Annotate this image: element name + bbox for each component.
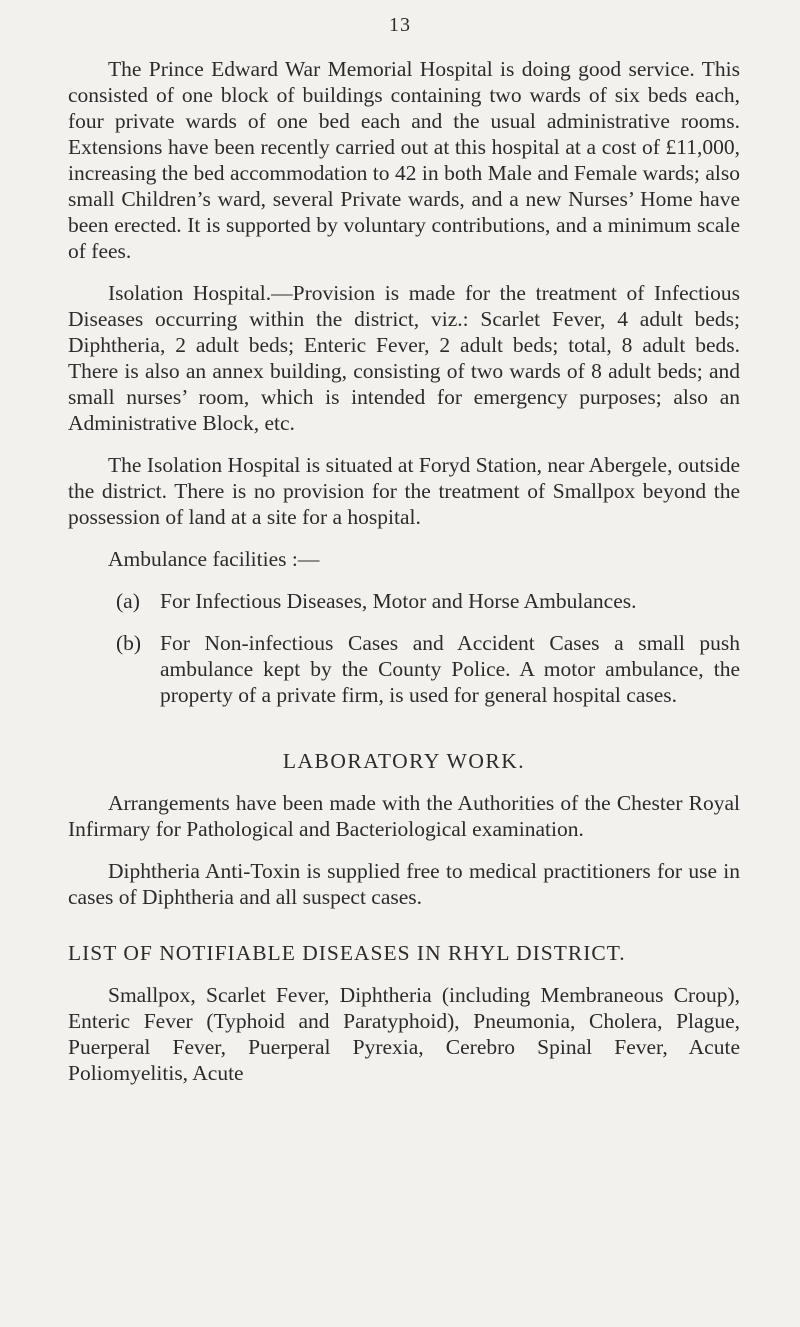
paragraph-isolation-hospital: Isolation Hospital.—Provision is made for the treatment of Infectious Diseases occurring within the district, viz.: Scarlet Fever, 4 adult beds; Diphtheria, 2 adult beds; Enteric Fever, 2 adult beds; total, 8 adult beds. There is also an annex building, consisting of two wards of 8 adult beds; and small nurses’ room, which is intended for emergency purposes; also an Administrative Block, etc. xyxy=(68,281,740,435)
ambulance-item-a xyxy=(68,588,740,614)
paragraph-ambulance-intro: Ambulance facilities :— xyxy=(108,547,320,571)
list-marker: (b) xyxy=(116,631,142,655)
section-heading-notifiable-diseases: LIST OF NOTIFIABLE DISEASES IN RHYL DISTRICT. xyxy=(68,941,626,965)
section-heading-laboratory: LABORATORY WORK. xyxy=(282,749,526,773)
page-body xyxy=(68,56,740,1086)
page-number: 13 xyxy=(389,14,411,36)
paragraph-antitoxin: Diphtheria Anti-Toxin is supplied free to medical practitioners for use in cases of Diphtheria and all suspect cases. xyxy=(68,859,740,909)
list-marker: (a) xyxy=(116,589,140,613)
list-text: For Non-infectious Cases and Accident Cases a small push ambulance kept by the County Police. A motor ambulance, the property of a private firm, is used for general hospital cases. xyxy=(160,631,740,707)
list-text: For Infectious Diseases, Motor and Horse Ambulances. xyxy=(160,589,637,613)
paragraph-notifiable-diseases: Smallpox, Scarlet Fever, Diphtheria (including Membraneous Croup), Enteric Fever (Typhoid and Paratyphoid), Pneumonia, Cholera, Plague, Puerperal Fever, Puerperal Pyrexia, Cerebro Spinal Fever, Acute Poliomyelitis, Acute xyxy=(68,983,740,1085)
ambulance-item-b xyxy=(68,630,740,708)
paragraph-laboratory-arrangements: Arrangements have been made with the Authorities of the Chester Royal Infirmary for Pathological and Bacteriological examination. xyxy=(68,791,740,841)
paragraph-isolation-location: The Isolation Hospital is situated at Foryd Station, near Abergele, outside the district. There is no provision for the treatment of Smallpox beyond the possession of land at a site for a hospital. xyxy=(68,453,740,529)
paragraph-hospital: The Prince Edward War Memorial Hospital is doing good service. This consisted of one block of buildings containing two wards of six beds each, four private wards of one bed each and the usual administrative rooms. Extensions have been recently carried out at this hospital at a cost of £11,000, increasing the bed accommodation to 42 in both Male and Female wards; also small Children’s ward, several Private wards, and a new Nurses’ Home have been erected. It is supported by voluntary contributions, and a minimum scale of fees. xyxy=(68,57,740,263)
